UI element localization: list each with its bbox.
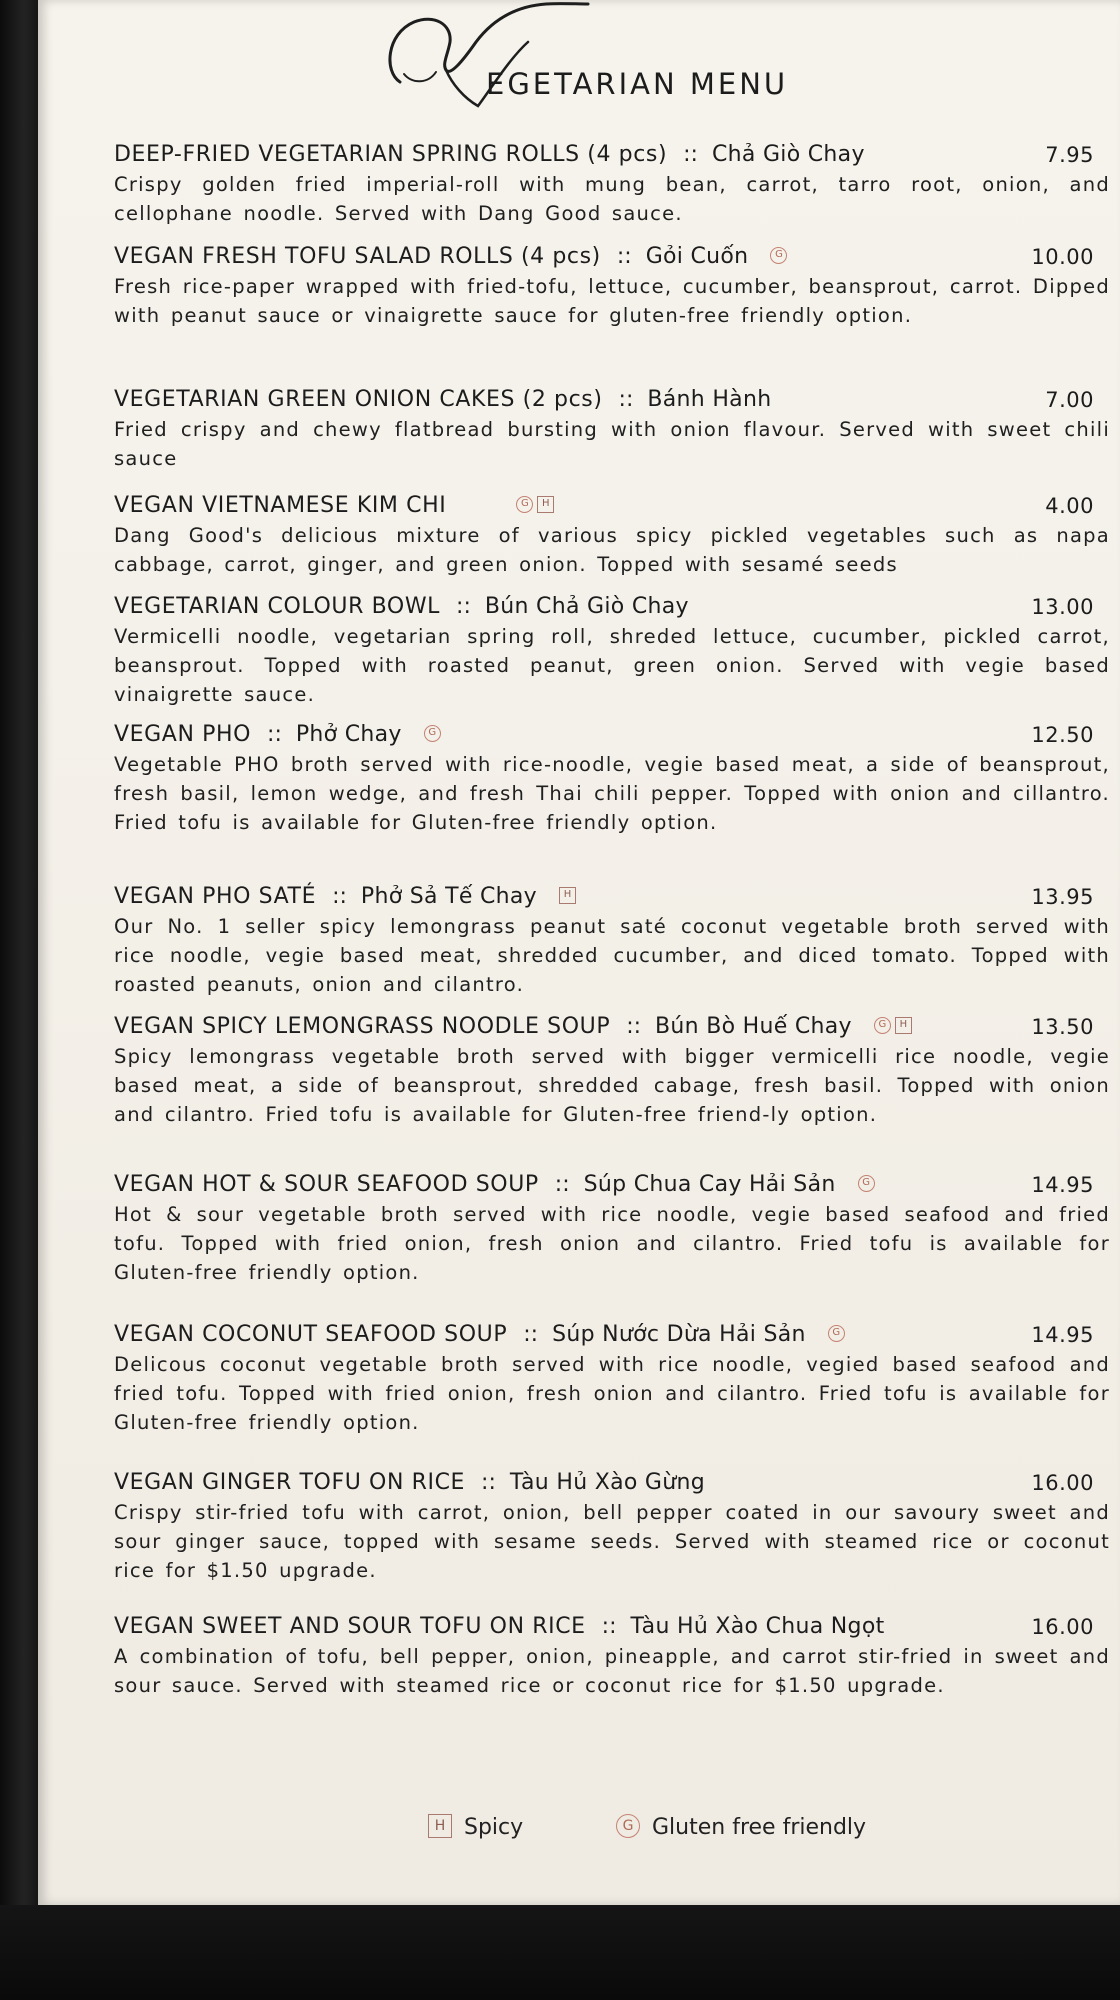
menu-item-vietnamese-name: Bún Bò Huế Chay xyxy=(655,1014,852,1039)
gluten-free-icon: G xyxy=(516,496,533,513)
gluten-free-icon: G xyxy=(424,725,441,742)
menu-item-price: 7.00 xyxy=(1045,388,1094,412)
menu-item-description: Crispy stir-fried tofu with carrot, onion, bell pepper coated in our savoury sweet and sour ginger sauce, topped with sesame seeds. Served with steamed rice or coconut rice for $1.50 upgrade. xyxy=(114,1501,1110,1582)
menu-item-price: 10.00 xyxy=(1031,245,1094,269)
menu-item-header xyxy=(114,720,1110,750)
menu-item-description: Spicy lemongrass vegetable broth served with bigger vermicelli rice noodle, vegie based meat, a side of beansprout, shredded cabage, fresh basil. Topped with onion and cilantro. Fried tofu is available for Gluten-free friend-ly option. xyxy=(114,1045,1110,1126)
menu-item-badges xyxy=(424,725,441,742)
menu-item-separator: :: xyxy=(456,594,471,619)
gluten-free-icon: G xyxy=(770,247,787,264)
menu-item-separator: :: xyxy=(267,722,282,747)
menu-item xyxy=(114,592,1110,709)
menu-item-description: Dang Good's delicious mixture of various spicy pickled vegetables such as napa cabbage, carrot, ginger, and green onion. Topped with sesamé seeds xyxy=(114,524,1110,576)
menu-item-badges xyxy=(770,247,787,264)
menu-item-description: Crispy golden fried imperial-roll with mung bean, carrot, tarro root, onion, and cellophane noodle. Served with Dang Good sauce. xyxy=(114,173,1110,225)
menu-item-vietnamese-name: Phở Chay xyxy=(295,722,402,747)
menu-binding-bottom xyxy=(0,1905,1120,2000)
menu-item xyxy=(114,242,1110,330)
menu-item-vietnamese-name: Gỏi Cuốn xyxy=(645,244,749,269)
menu-item-header xyxy=(114,592,1110,622)
menu-item-name: VEGAN VIETNAMESE KIM CHI xyxy=(114,493,447,518)
menu-item xyxy=(114,1468,1110,1585)
menu-header xyxy=(38,0,1120,110)
spicy-icon: H xyxy=(895,1017,912,1034)
menu-item xyxy=(114,1612,1110,1700)
menu-item-price: 13.00 xyxy=(1031,595,1094,619)
menu-item-description: Fresh rice-paper wrapped with fried-tofu, lettuce, cucumber, beansprout, carrot. Dipped with peanut sauce or vinaigrette sauce for gluten-free friendly option. xyxy=(114,275,1110,327)
menu-binding-left xyxy=(0,0,40,2000)
menu-item-description: A combination of tofu, bell pepper, onion, pineapple, and carrot stir-fried in sweet and sour sauce. Served with steamed rice or coconut rice for $1.50 upgrade. xyxy=(114,1645,1110,1697)
menu-item-separator: :: xyxy=(626,1014,642,1039)
menu-item-name: VEGAN HOT & SOUR SEAFOOD SOUP xyxy=(114,1172,539,1197)
menu-item-description: Delicous coconut vegetable broth served with rice noodle, vegied based seafood and fried tofu. Topped with fried onion, fresh onion and cilantro. Fried tofu is available for Gluten-free friendly option. xyxy=(114,1353,1110,1434)
menu-item-badges xyxy=(559,887,576,904)
menu-item-header xyxy=(114,491,1110,521)
menu-item-name: VEGETARIAN GREEN ONION CAKES (2 pcs) xyxy=(114,387,603,412)
menu-item-description: Hot & sour vegetable broth served with rice noodle, vegie based seafood and fried tofu. Topped with fried onion, fresh onion and cilantro. Fried tofu is available for Gluten-free friendly option. xyxy=(114,1203,1110,1284)
menu-item-header xyxy=(114,882,1110,912)
menu-item-vietnamese-name: Bún Chả Giò Chay xyxy=(484,594,689,619)
menu-item-header xyxy=(114,1170,1110,1200)
menu-item-header xyxy=(114,242,1110,272)
menu-item-vietnamese-name: Súp Nước Dừa Hải Sản xyxy=(552,1322,806,1347)
menu-item-separator: :: xyxy=(618,387,634,412)
menu-item-separator: :: xyxy=(481,1470,496,1495)
gluten-free-icon: G xyxy=(874,1017,891,1034)
menu-item-vietnamese-name: Tàu Hủ Xào Gừng xyxy=(509,1470,706,1495)
menu-item-badges xyxy=(828,1325,845,1342)
menu-item-name: VEGETARIAN COLOUR BOWL xyxy=(114,594,441,619)
menu-item-vietnamese-name: Tàu Hủ Xào Chua Ngọt xyxy=(630,1614,885,1639)
menu-item-vietnamese-name: Chả Giò Chay xyxy=(711,142,865,167)
spicy-icon: H xyxy=(537,496,554,513)
menu-page xyxy=(38,0,1120,1905)
menu-item-vietnamese-name: Bánh Hành xyxy=(647,387,772,412)
menu-item-price: 4.00 xyxy=(1045,494,1094,518)
gluten-free-icon: G xyxy=(858,1175,875,1192)
menu-item xyxy=(114,1170,1110,1287)
menu-item-vietnamese-name: Phở Sả Tế Chay xyxy=(360,884,537,909)
menu-item-price: 13.95 xyxy=(1031,885,1094,909)
menu-item-header xyxy=(114,1320,1110,1350)
menu-item-badges xyxy=(858,1175,875,1192)
menu-legend xyxy=(428,1812,948,1844)
menu-item-header xyxy=(114,140,1110,170)
menu-item-price: 13.50 xyxy=(1031,1015,1094,1039)
menu-item-separator: :: xyxy=(332,884,347,909)
menu-item-description: Vermicelli noodle, vegetarian spring roll, shreded lettuce, cucumber, pickled carrot, beansprout. Topped with roasted peanut, green onion. Served with vegie based vinaigrette sauce. xyxy=(114,625,1110,706)
menu-item-separator: :: xyxy=(616,244,632,269)
menu-item-description: Fried crispy and chewy flatbread bursting with onion flavour. Served with sweet chili sauce xyxy=(114,418,1110,470)
menu-item-name: VEGAN COCONUT SEAFOOD SOUP xyxy=(114,1322,508,1347)
menu-item-name: VEGAN FRESH TOFU SALAD ROLLS (4 pcs) xyxy=(114,244,601,269)
menu-item-name: VEGAN PHO SATÉ xyxy=(114,884,317,909)
menu-item xyxy=(114,1012,1110,1129)
menu-item-name: DEEP-FRIED VEGETARIAN SPRING ROLLS (4 pcs) xyxy=(114,142,668,167)
menu-item-header xyxy=(114,1012,1110,1042)
menu-item-name: VEGAN SWEET AND SOUR TOFU ON RICE xyxy=(114,1614,586,1639)
menu-item-price: 16.00 xyxy=(1031,1471,1094,1495)
menu-item-price: 14.95 xyxy=(1031,1173,1094,1197)
legend-spicy xyxy=(428,1812,523,1844)
menu-item xyxy=(114,491,1110,579)
menu-item-vietnamese-name: Súp Chua Cay Hải Sản xyxy=(583,1172,836,1197)
menu-item-separator: :: xyxy=(554,1172,570,1197)
menu-item-name: VEGAN GINGER TOFU ON RICE xyxy=(114,1470,466,1495)
menu-item-header xyxy=(114,385,1110,415)
menu-item-separator: :: xyxy=(601,1614,617,1639)
menu-title: EGETARIAN MENU xyxy=(486,67,789,101)
gluten-free-icon: G xyxy=(616,1814,640,1838)
menu-item-badges xyxy=(874,1017,912,1034)
menu-item-description: Our No. 1 seller spicy lemongrass peanut saté coconut vegetable broth served with rice noodle, vegie based meat, shredded cucumber, and diced tomato. Topped with roasted peanuts, onion and cilantro. xyxy=(114,915,1110,996)
menu-item xyxy=(114,385,1110,473)
menu-item-price: 12.50 xyxy=(1031,723,1094,747)
menu-item-header xyxy=(114,1468,1110,1498)
legend-spicy-label: Spicy xyxy=(464,1815,524,1840)
menu-item-name: VEGAN SPICY LEMONGRASS NOODLE SOUP xyxy=(114,1014,611,1039)
menu-item-separator: :: xyxy=(683,142,698,167)
spicy-icon: H xyxy=(559,887,576,904)
legend-gluten-free xyxy=(616,1812,866,1844)
menu-item-name: VEGAN PHO xyxy=(114,722,252,747)
spicy-icon: H xyxy=(428,1814,452,1838)
menu-item xyxy=(114,882,1110,999)
menu-item-badges xyxy=(516,496,554,513)
menu-item xyxy=(114,1320,1110,1437)
menu-item-separator: :: xyxy=(523,1322,539,1347)
menu-item-price: 14.95 xyxy=(1031,1323,1094,1347)
menu-item-header xyxy=(114,1612,1110,1642)
menu-item-price: 7.95 xyxy=(1045,143,1094,167)
legend-gluten-free-label: Gluten free friendly xyxy=(652,1815,867,1840)
gluten-free-icon: G xyxy=(828,1325,845,1342)
menu-item-description: Vegetable PHO broth served with rice-noodle, vegie based meat, a side of beansprout, fresh basil, lemon wedge, and fresh Thai chili pepper. Topped with onion and cillantro. Fried tofu is available for Gluten-free friendly option. xyxy=(114,753,1110,834)
menu-item xyxy=(114,140,1110,228)
menu-item xyxy=(114,720,1110,837)
menu-item-price: 16.00 xyxy=(1031,1615,1094,1639)
